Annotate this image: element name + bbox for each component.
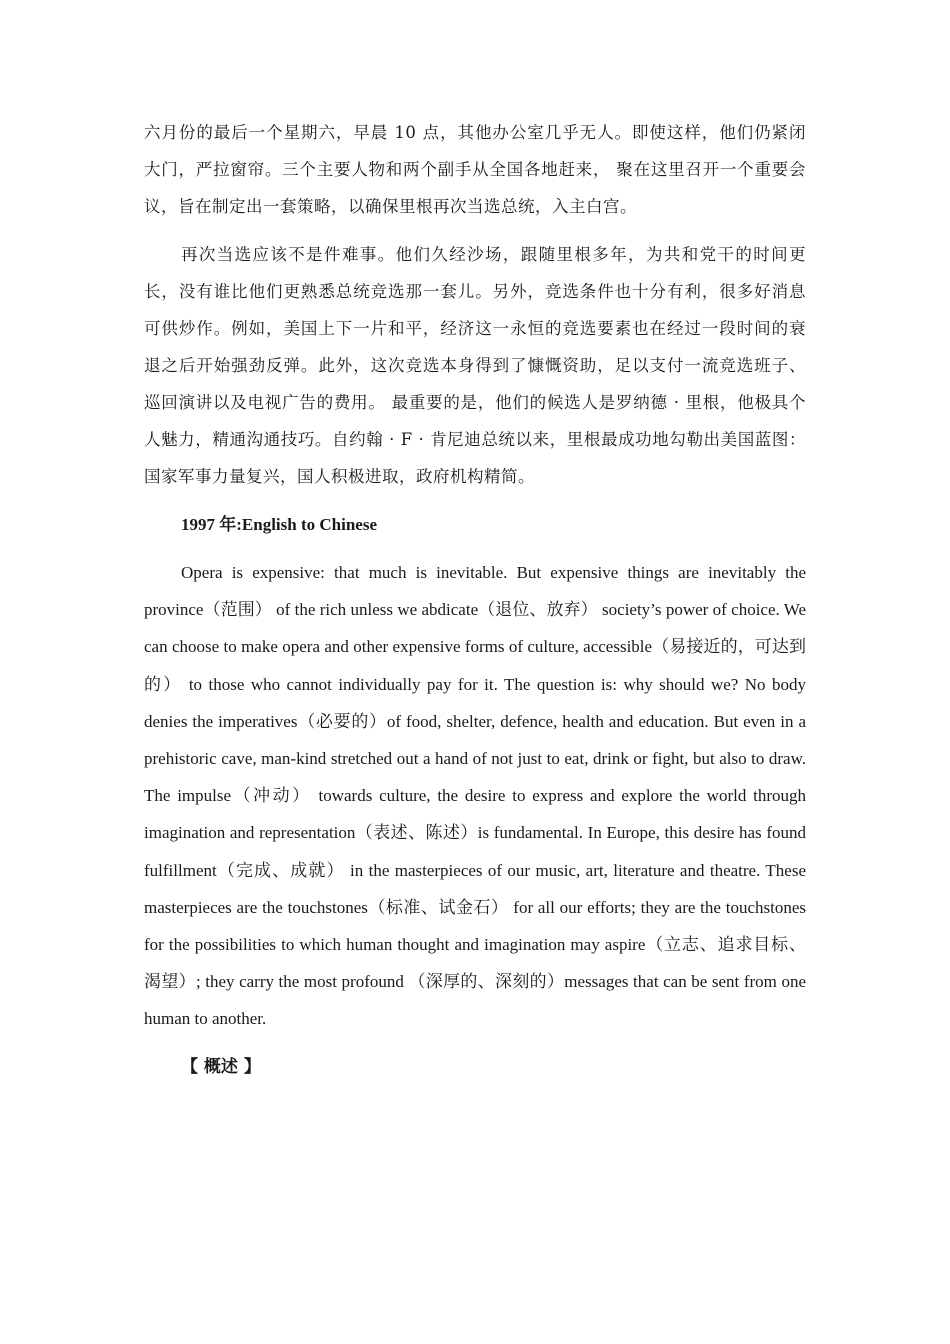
document-page <box>144 114 806 1086</box>
section-heading: 1997 年:English to Chinese <box>181 515 377 534</box>
section-mark: 【 概述 】 <box>181 1056 261 1077</box>
chinese-paragraph-1: 六月份的最后一个星期六，早晨 10 点，其他办公室几乎无人。即使这样，他们仍紧闭大门，严拉窗帘。三个主要人物和两个副手从全国各地赶来， 聚在这里召开一个重要会议，旨在制定出一套策略，以确保里根再次当选总统，入主白宫。 <box>144 123 806 216</box>
english-paragraph: Opera is expensive: that much is inevitable. But expensive things are inevitably the province（范围） of the rich unless we abdicate（退位、放弃） society’s power of choice. We can choose to make opera and other expensive forms of culture, accessible（易接近的，可达到的） to those who cannot individually pay for it. The question is: why should we? No body denies the imperatives（必要的）of food, shelter, defence, health and education. But even in a prehistoric cave, man-kind stretched out a hand of not just to eat, drink or fight, but also to draw. The impulse（冲动） towards culture, the desire to express and explore the world through imagination and representation（表述、陈述）is fundamental. In Europe, this desire has found fulfillment（完成、成就） in the masterpieces of our music, art, literature and theatre. These masterpieces are the touchstones（标准、试金石） for all our efforts; they are the touchstones for the possibilities to which human thought and imagination may aspire（立志、追求目标、渴望）; they carry the most profound （深厚的、深刻的）messages that can be sent from one human to another. <box>144 563 806 1029</box>
chinese-paragraph-2: 再次当选应该不是件难事。他们久经沙场，跟随里根多年，为共和党干的时间更长，没有谁比他们更熟悉总统竞选那一套儿。另外，竞选条件也十分有利，很多好消息可供炒作。例如，美国上下一片和平，经济这一永恒的竞选要素也在经过一段时间的衰退之后开始强劲反弹。此外，这次竞选本身得到了慷慨资助，足以支付一流竞选班子、巡回演讲以及电视广告的费用。 最重要的是，他们的候选人是罗纳德 · 里根，他极具个人魅力，精通沟通技巧。自约翰 · F · 肯尼迪总统以来，里根最成功地勾勒出美国蓝图：国家军事力量复兴，国人积极进取，政府机构精简。 <box>144 245 806 486</box>
